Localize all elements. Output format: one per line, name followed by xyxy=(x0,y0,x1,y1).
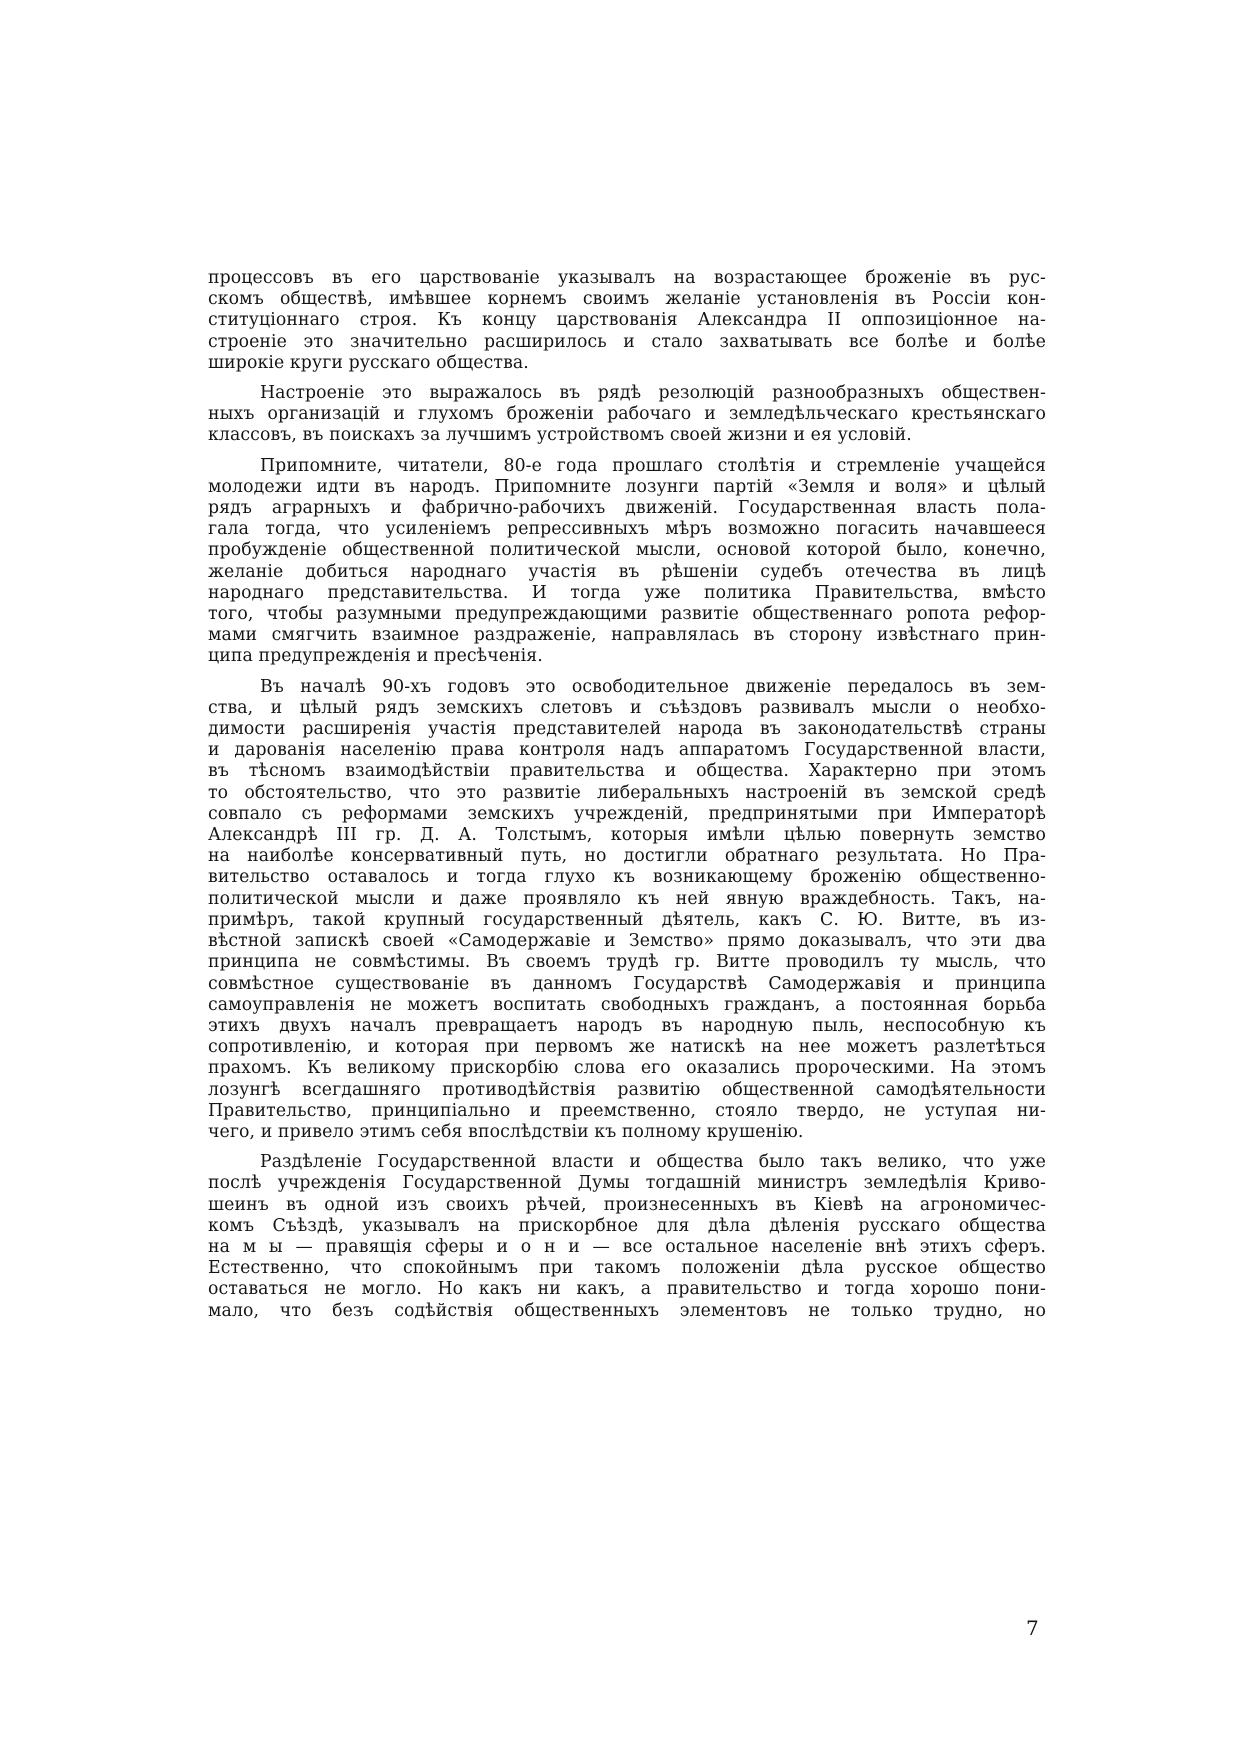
text-line: лозунгѣ всегдашняго противодѣйствія развитію общественной самодѣятельности xyxy=(208,1079,1046,1100)
text-line: въ тѣсномъ взаимодѣйствіи правительства и общества. Характерно при этомъ xyxy=(208,761,1046,782)
text-line: Правительство, принципіально и преемственно, стояло твердо, не уступая ни- xyxy=(208,1100,1046,1121)
text-line: вѣстной запискѣ своей «Самодержавіе и Земство» прямо доказывалъ, что эти два xyxy=(208,931,1046,952)
paragraph xyxy=(208,456,1046,668)
text-line: пробужденіе общественной политической мысли, основой которой было, конечно, xyxy=(208,540,1046,561)
text-line: классовъ, въ поискахъ за лучшимъ устройствомъ своей жизни и ея условій. xyxy=(208,425,912,446)
text-line: скомъ обществѣ, имѣвшее корнемъ своимъ желаніе установленія въ Россіи кон- xyxy=(208,289,1046,310)
text-line: и дарованія населенію права контроля надъ аппаратомъ Государственной власти, xyxy=(208,740,1046,761)
text-line: принципа не совмѣстимы. Въ своемъ трудѣ гр. Витте проводилъ ту мысль, что xyxy=(208,952,1046,973)
text-line: совмѣстное существованіе въ данномъ Государствѣ Самодержавія и принципа xyxy=(208,973,1046,994)
text-line: примѣръ, такой крупный государственный дѣятель, какъ С. Ю. Витте, въ из- xyxy=(208,909,1046,930)
text-line: гала тогда, что усиленіемъ репрессивныхъ мѣръ возможно погасить начавшееся xyxy=(208,519,1046,540)
text-line: шеинъ въ одной изъ своихъ рѣчей, произнесенныхъ въ Кіевѣ на агрономичес- xyxy=(208,1194,1046,1215)
text-line: комъ Съѣздѣ, указывалъ на прискорбное для дѣла дѣленія русскаго общества xyxy=(208,1215,1046,1236)
text-line: народнаго представительства. И тогда уже политика Правительства, вмѣсто xyxy=(208,582,1046,603)
paragraph xyxy=(208,268,1046,374)
text-line: мами смягчить взаимное раздраженіе, направлялась въ сторону извѣстнаго прин- xyxy=(208,625,1046,646)
text-line: ства, и цѣлый рядъ земскихъ слетовъ и съѣздовъ развивалъ мысли о необхо- xyxy=(208,697,1046,718)
text-line: чего, и привело этимъ себя впослѣдствіи къ полному крушенію. xyxy=(208,1121,804,1142)
text-line: сопротивленію, и которая при первомъ же натискѣ на нее можетъ разлетѣться xyxy=(208,1037,1046,1058)
text-line: послѣ учрежденія Государственной Думы тогдашній министръ земледѣлія Криво- xyxy=(208,1173,1046,1194)
text-line: широкіе круги русскаго общества. xyxy=(208,352,529,373)
text-line: ституціоннаго строя. Къ концу царствованія Александра II оппозиціонное на- xyxy=(208,310,1046,331)
text-line: на наиболѣе консервативный путь, но достигли обратнаго результата. Но Пра- xyxy=(208,846,1046,867)
text-line: ципа предупрежденія и пресѣченія. xyxy=(208,646,543,667)
text-line: димости расширенія участія представителей народа въ законодательствѣ страны xyxy=(208,719,1046,740)
text-line: ныхъ организацій и глухомъ броженіи рабочаго и земледѣльческаго крестьянскаго xyxy=(208,404,1046,425)
text-line: то обстоятельство, что это развитіе либеральныхъ настроеній въ земской средѣ xyxy=(208,782,1046,803)
paragraph xyxy=(208,383,1046,447)
text-line: строеніе это значительно расширилось и стало захватывать все болѣе и болѣе xyxy=(208,331,1046,352)
text-line: Александрѣ III гр. Д. А. Толстымъ, которыя имѣли цѣлью повернуть земство xyxy=(208,825,1046,846)
text-line: Естественно, что спокойнымъ при такомъ положеніи дѣла русское общество xyxy=(208,1258,1046,1279)
text-line: Припомните, читатели, 80-е года прошлаго столѣтія и стремленіе учащейся xyxy=(260,455,1046,476)
text-line: этихъ двухъ началъ превращаетъ народъ въ народную пыль, неспособную къ xyxy=(208,1015,1046,1036)
text-line: оставаться не могло. Но какъ ни какъ, а правительство и тогда хорошо пони- xyxy=(208,1279,1046,1300)
text-line: желаніе добиться народнаго участія въ рѣшеніи судебъ отечества въ лицѣ xyxy=(208,561,1046,582)
text-line: Раздѣленіе Государственной власти и общества было такъ велико, что уже xyxy=(260,1152,1046,1173)
page-number: 7 xyxy=(1026,1616,1039,1640)
text-line: мало, что безъ содѣйствія общественныхъ элементовъ не только трудно, но xyxy=(208,1300,1046,1321)
text-line: политической мысли и даже проявляло къ ней явную враждебность. Такъ, на- xyxy=(208,888,1046,909)
text-line: вительство оставалось и тогда глухо къ возникающему броженію общественно- xyxy=(208,867,1046,888)
text-line: рядъ аграрныхъ и фабрично-рабочихъ движеній. Государственная власть пола- xyxy=(208,498,1046,519)
body-text xyxy=(208,268,1046,1322)
text-line: процессовъ въ его царствованіе указывалъ на возрастающее броженіе въ рус- xyxy=(208,268,1046,288)
paragraph xyxy=(208,1152,1046,1322)
text-line: на м ы — правящія сферы и о н и — все остальное населеніе внѣ этихъ сферъ. xyxy=(208,1236,1046,1257)
paragraph xyxy=(208,677,1046,1143)
text-line: совпало съ реформами земскихъ учрежденій, предпринятыми при Императорѣ xyxy=(208,803,1046,824)
text-line: того, чтобы разумными предупреждающими развитіе общественнаго ропота рефор- xyxy=(208,604,1046,625)
text-line: прахомъ. Къ великому прискорбію слова его оказались пророческими. На этомъ xyxy=(208,1058,1046,1079)
text-line: Въ началѣ 90-хъ годовъ это освободительное движеніе передалось въ зем- xyxy=(260,676,1046,697)
text-line: Настроеніе это выражалось въ рядѣ резолюцій разнообразныхъ обществен- xyxy=(260,383,1046,404)
text-line: самоуправленія не можетъ воспитать свободныхъ гражданъ, а постоянная борьба xyxy=(208,994,1046,1015)
text-line: молодежи идти въ народъ. Припомните лозунги партій «Земля и воля» и цѣлый xyxy=(208,476,1046,497)
